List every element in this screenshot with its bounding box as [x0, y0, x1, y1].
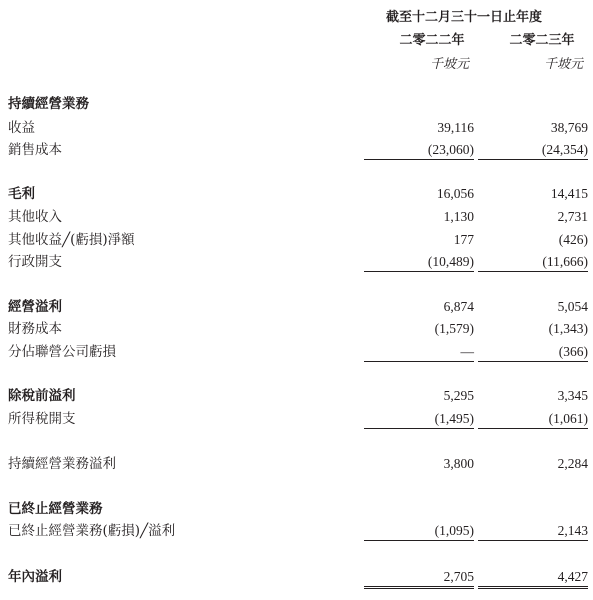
table-row	[0, 118, 593, 138]
value-2022: (1,579)	[434, 321, 474, 336]
table-row	[0, 521, 593, 541]
value-2022: 39,116	[437, 120, 474, 135]
value-2023: (426)	[558, 232, 588, 247]
row-label: 持續經營業務溢利	[8, 456, 116, 472]
table-row	[0, 386, 593, 406]
row-label: 毛利	[8, 186, 35, 202]
value-2022: (1,095)	[364, 521, 474, 541]
value-2022: 5,295	[443, 388, 474, 403]
value-2022: (10,489)	[364, 252, 474, 272]
row-label: 財務成本	[8, 321, 62, 337]
row-label: 已終止經營業務(虧損)╱溢利	[8, 523, 176, 539]
value-2023: (11,666)	[478, 252, 588, 272]
value-2022: (23,060)	[364, 140, 474, 160]
table-row	[0, 297, 593, 317]
value-2022: —	[364, 342, 474, 362]
value-2023: 3,345	[557, 388, 588, 403]
table-row	[0, 499, 593, 519]
row-label: 行政開支	[8, 254, 62, 270]
unit-label-2022: 千坡元	[429, 57, 469, 72]
table-row	[0, 252, 593, 272]
unit-label-2023: 千坡元	[543, 57, 583, 72]
value-2023: 2,284	[557, 456, 588, 471]
row-label: 其他收益╱(虧損)淨額	[8, 232, 135, 248]
value-2023: 38,769	[550, 120, 588, 135]
row-label: 收益	[8, 120, 35, 136]
table-row	[0, 454, 593, 474]
value-2023: 5,054	[557, 299, 588, 314]
value-2023: 14,415	[550, 186, 588, 201]
table-row	[0, 230, 593, 250]
table-row	[0, 342, 593, 362]
row-label: 銷售成本	[8, 142, 62, 158]
value-2023: 4,427	[478, 567, 588, 589]
table-row	[0, 207, 593, 227]
value-2022: 2,705	[364, 567, 474, 589]
value-2022: (1,495)	[364, 409, 474, 429]
table-row	[0, 567, 593, 587]
column-heading-2022: 二零二二年	[399, 33, 465, 48]
table-row	[0, 319, 593, 339]
value-2023: (24,354)	[478, 140, 588, 160]
value-2022: 177	[453, 232, 474, 247]
value-2022: 16,056	[436, 186, 474, 201]
table-row	[0, 94, 593, 114]
row-label: 所得稅開支	[8, 411, 76, 427]
column-heading-2023: 二零二三年	[509, 33, 575, 48]
value-2023: 2,143	[478, 521, 588, 541]
value-2023: (1,061)	[478, 409, 588, 429]
table-row	[0, 184, 593, 204]
row-label: 經營溢利	[8, 299, 62, 315]
row-label: 其他收入	[8, 209, 62, 225]
period-heading: 截至十二月三十一日止年度	[386, 10, 543, 25]
value-2022: 3,800	[443, 456, 474, 471]
table-row	[0, 140, 593, 160]
section-heading: 已終止經營業務	[8, 501, 103, 517]
row-label: 分佔聯營公司虧損	[8, 344, 116, 360]
section-heading: 持續經營業務	[8, 96, 89, 112]
table-row	[0, 409, 593, 429]
value-2022: 1,130	[443, 209, 474, 224]
row-label: 年內溢利	[8, 569, 62, 585]
value-2023: (1,343)	[548, 321, 588, 336]
row-label: 除稅前溢利	[8, 388, 76, 404]
value-2023: 2,731	[557, 209, 588, 224]
value-2022: 6,874	[443, 299, 474, 314]
value-2023: (366)	[478, 342, 588, 362]
